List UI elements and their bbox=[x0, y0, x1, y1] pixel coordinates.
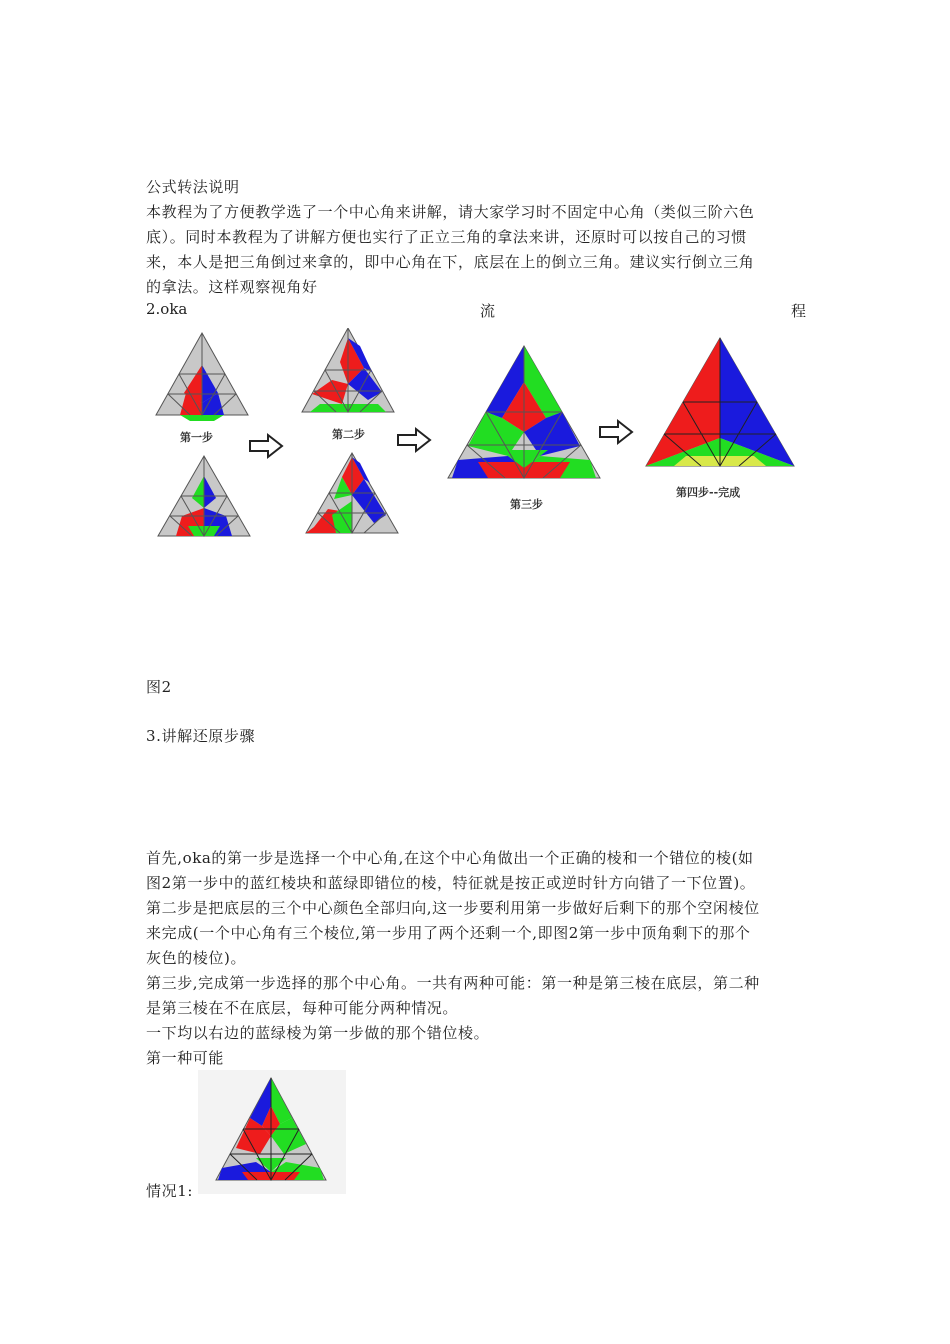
flow-arrow-icon bbox=[600, 421, 632, 443]
body-line: 一下均以右边的蓝绿棱为第一步做的那个错位棱。 bbox=[146, 1024, 490, 1042]
body-line: 第一种可能 bbox=[146, 1049, 225, 1067]
step2-puzzle-a bbox=[302, 328, 394, 412]
step4-puzzle bbox=[646, 338, 794, 466]
pyraminx-flow-figure bbox=[146, 328, 816, 543]
case1-label: 情况1: bbox=[146, 1182, 193, 1200]
step1-label: 第一步 bbox=[180, 431, 213, 444]
intro-line: 底）。同时本教程为了讲解方便也实行了正立三角的拿法来讲，还原时可以按自己的习惯 bbox=[146, 228, 747, 246]
section3-title: 3.讲解还原步骤 bbox=[146, 727, 256, 745]
step2-label: 第二步 bbox=[332, 428, 365, 441]
pyraminx-flow-svg bbox=[146, 328, 816, 543]
body-paragraph bbox=[146, 846, 808, 1071]
step3-label: 第三步 bbox=[510, 498, 543, 511]
body-line: 是第三棱在不在底层，每种可能分两种情况。 bbox=[146, 999, 459, 1017]
case1-puzzle-image bbox=[198, 1070, 346, 1194]
flow-heading-mid: 流 bbox=[480, 302, 496, 320]
step1-puzzle-a bbox=[156, 333, 248, 421]
step4-label: 第四步--完成 bbox=[676, 486, 741, 499]
section-title: 公式转法说明 bbox=[146, 178, 240, 196]
body-line: 第二步是把底层的三个中心颜色全部归向,这一步要利用第一步做好后剩下的那个空闲棱位 bbox=[146, 899, 760, 917]
intro-line: 来，本人是把三角倒过来拿的，即中心角在下，底层在上的倒立三角。建议实行倒立三角 bbox=[146, 253, 755, 271]
intro-paragraph bbox=[146, 200, 808, 300]
body-line: 第三步,完成第一步选择的那个中心角。一共有两种可能：第一种是第三棱在底层，第二种 bbox=[146, 974, 760, 992]
body-line: 灰色的棱位)。 bbox=[146, 949, 247, 967]
step2-puzzle-b bbox=[306, 453, 398, 533]
intro-line: 的拿法。这样观察视角好 bbox=[146, 278, 318, 296]
flow-arrow-icon bbox=[398, 429, 430, 451]
intro-line: 本教程为了方便教学选了一个中心角来讲解，请大家学习时不固定中心角（类似三阶六色 bbox=[146, 203, 755, 221]
body-line: 首先,oka的第一步是选择一个中心角,在这个中心角做出一个正确的棱和一个错位的棱(如 bbox=[146, 849, 754, 867]
flow-arrow-icon bbox=[250, 435, 282, 457]
body-line: 图2第一步中的蓝红棱块和蓝绿即错位的棱，特征就是按正或逆时针方向错了一下位置)。 bbox=[146, 874, 756, 892]
flow-heading-right: 程 bbox=[791, 302, 807, 320]
step1-puzzle-b bbox=[158, 456, 250, 536]
case1-puzzle-svg bbox=[198, 1070, 346, 1194]
flow-heading-left: 2.oka bbox=[146, 300, 188, 318]
step3-puzzle bbox=[448, 346, 600, 478]
figure-caption: 图2 bbox=[146, 678, 172, 696]
body-line: 来完成(一个中心角有三个棱位,第一步用了两个还剩一个,即图2第一步中顶角剩下的那个 bbox=[146, 924, 751, 942]
